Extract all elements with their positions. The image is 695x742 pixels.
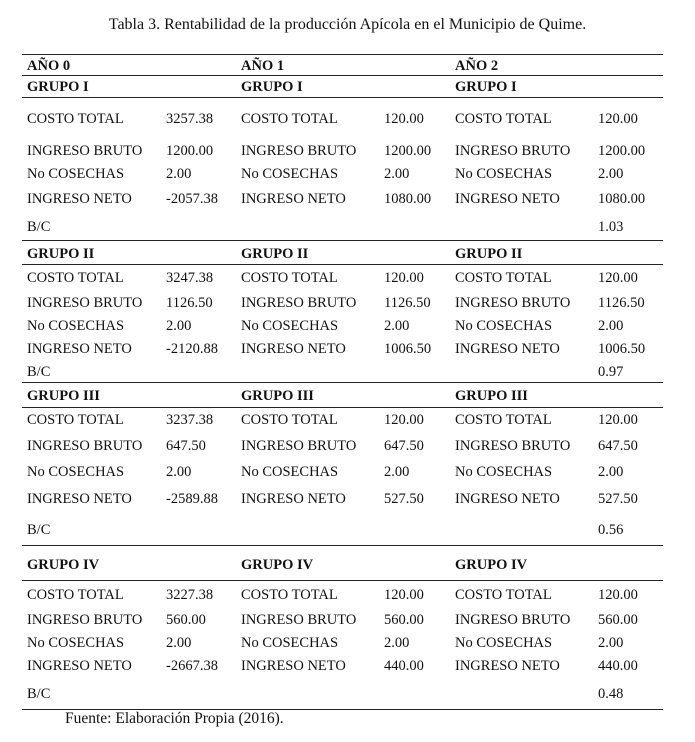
row-label-ingreso-bruto: INGRESO BRUTO bbox=[27, 295, 143, 311]
group-header: GRUPO IV bbox=[27, 557, 100, 573]
row-value-ingreso-neto: 1006.50 bbox=[384, 341, 432, 357]
row-value-ingreso-neto: -2589.88 bbox=[166, 491, 218, 507]
row-label-ingreso-bruto: INGRESO BRUTO bbox=[27, 143, 143, 159]
row-label-ingreso-bruto: INGRESO BRUTO bbox=[241, 438, 357, 454]
row-value-ingreso-bruto: 560.00 bbox=[384, 612, 424, 628]
row-label-ingreso-bruto: INGRESO BRUTO bbox=[27, 612, 143, 628]
row-value-ingreso-bruto: 647.50 bbox=[166, 438, 206, 454]
group-header: GRUPO IV bbox=[455, 557, 528, 573]
group-header: GRUPO II bbox=[27, 246, 95, 262]
row-label-costo-total: COSTO TOTAL bbox=[241, 111, 338, 127]
row-value-costo-total: 120.00 bbox=[384, 587, 424, 603]
row-value-cosechas: 2.00 bbox=[384, 318, 410, 334]
group-rule bbox=[22, 97, 663, 98]
group-rule bbox=[22, 264, 663, 265]
row-label-ingreso-bruto: INGRESO BRUTO bbox=[241, 295, 357, 311]
row-label-ingreso-bruto: INGRESO BRUTO bbox=[241, 612, 357, 628]
row-value-costo-total: 120.00 bbox=[598, 111, 638, 127]
bc-value: 1.03 bbox=[598, 219, 624, 235]
row-value-cosechas: 2.00 bbox=[166, 464, 192, 480]
group-rule bbox=[22, 580, 663, 581]
row-value-costo-total: 120.00 bbox=[384, 270, 424, 286]
row-value-ingreso-neto: 1080.00 bbox=[598, 191, 646, 207]
row-value-ingreso-bruto: 647.50 bbox=[384, 438, 424, 454]
group-header: GRUPO I bbox=[241, 79, 303, 95]
row-value-cosechas: 2.00 bbox=[166, 318, 192, 334]
row-value-cosechas: 2.00 bbox=[384, 464, 410, 480]
row-label-ingreso-bruto: INGRESO BRUTO bbox=[241, 143, 357, 159]
row-value-cosechas: 2.00 bbox=[598, 635, 624, 651]
bc-value: 0.56 bbox=[598, 522, 624, 538]
row-label-ingreso-neto: INGRESO NETO bbox=[241, 191, 346, 207]
bc-label: B/C bbox=[27, 364, 51, 380]
table-source: Fuente: Elaboración Propia (2016). bbox=[65, 710, 284, 727]
row-label-ingreso-bruto: INGRESO BRUTO bbox=[455, 295, 571, 311]
row-label-costo-total: COSTO TOTAL bbox=[27, 587, 124, 603]
row-value-costo-total: 120.00 bbox=[598, 587, 638, 603]
row-label-costo-total: COSTO TOTAL bbox=[455, 111, 552, 127]
row-label-costo-total: COSTO TOTAL bbox=[241, 587, 338, 603]
row-value-ingreso-bruto: 560.00 bbox=[598, 612, 638, 628]
row-label-ingreso-bruto: INGRESO BRUTO bbox=[455, 438, 571, 454]
row-label-cosechas: No COSECHAS bbox=[455, 635, 553, 651]
row-value-cosechas: 2.00 bbox=[598, 464, 624, 480]
row-label-cosechas: No COSECHAS bbox=[241, 166, 339, 182]
group-rule bbox=[22, 407, 663, 408]
table-caption: Tabla 3. Rentabilidad de la producción Apícola en el Municipio de Quime. bbox=[108, 16, 587, 33]
row-label-ingreso-bruto: INGRESO BRUTO bbox=[27, 438, 143, 454]
row-value-costo-total: 120.00 bbox=[598, 270, 638, 286]
row-value-ingreso-neto: 1006.50 bbox=[598, 341, 646, 357]
row-label-costo-total: COSTO TOTAL bbox=[241, 412, 338, 428]
row-label-ingreso-bruto: INGRESO BRUTO bbox=[455, 612, 571, 628]
row-value-ingreso-neto: 527.50 bbox=[384, 491, 424, 507]
row-label-ingreso-neto: INGRESO NETO bbox=[241, 491, 346, 507]
row-value-costo-total: 120.00 bbox=[598, 412, 638, 428]
row-label-costo-total: COSTO TOTAL bbox=[27, 270, 124, 286]
table-top-rule bbox=[22, 54, 663, 55]
row-label-cosechas: No COSECHAS bbox=[241, 318, 339, 334]
row-label-ingreso-neto: INGRESO NETO bbox=[27, 491, 132, 507]
row-label-cosechas: No COSECHAS bbox=[241, 635, 339, 651]
row-value-cosechas: 2.00 bbox=[598, 318, 624, 334]
row-value-ingreso-bruto: 1126.50 bbox=[598, 295, 645, 311]
row-label-ingreso-neto: INGRESO NETO bbox=[455, 191, 560, 207]
row-label-ingreso-neto: INGRESO NETO bbox=[241, 341, 346, 357]
row-value-costo-total: 120.00 bbox=[384, 111, 424, 127]
row-label-costo-total: COSTO TOTAL bbox=[27, 111, 124, 127]
row-value-costo-total: 3237.38 bbox=[166, 412, 214, 428]
row-label-costo-total: COSTO TOTAL bbox=[455, 270, 552, 286]
group-header: GRUPO I bbox=[455, 79, 517, 95]
row-label-ingreso-bruto: INGRESO BRUTO bbox=[455, 143, 571, 159]
row-value-costo-total: 3247.38 bbox=[166, 270, 214, 286]
row-label-costo-total: COSTO TOTAL bbox=[27, 412, 124, 428]
row-value-ingreso-neto: 440.00 bbox=[384, 658, 424, 674]
row-label-cosechas: No COSECHAS bbox=[27, 464, 125, 480]
year-header: AÑO 0 bbox=[27, 58, 71, 74]
group-header: GRUPO I bbox=[27, 79, 89, 95]
row-label-costo-total: COSTO TOTAL bbox=[455, 587, 552, 603]
row-value-cosechas: 2.00 bbox=[598, 166, 624, 182]
row-label-cosechas: No COSECHAS bbox=[455, 318, 553, 334]
row-label-ingreso-neto: INGRESO NETO bbox=[241, 658, 346, 674]
row-label-cosechas: No COSECHAS bbox=[241, 464, 339, 480]
group-end-rule bbox=[22, 545, 663, 546]
bc-value: 0.48 bbox=[598, 686, 624, 702]
row-label-ingreso-neto: INGRESO NETO bbox=[27, 341, 132, 357]
row-value-cosechas: 2.00 bbox=[384, 635, 410, 651]
row-value-costo-total: 3227.38 bbox=[166, 587, 214, 603]
group-end-rule bbox=[22, 240, 663, 241]
group-header: GRUPO II bbox=[241, 246, 309, 262]
group-header: GRUPO II bbox=[455, 246, 523, 262]
bc-value: 0.97 bbox=[598, 364, 624, 380]
row-value-ingreso-neto: -2120.88 bbox=[166, 341, 218, 357]
group-header: GRUPO IV bbox=[241, 557, 314, 573]
row-value-ingreso-neto: -2667.38 bbox=[166, 658, 218, 674]
bc-label: B/C bbox=[27, 686, 51, 702]
row-label-ingreso-neto: INGRESO NETO bbox=[455, 341, 560, 357]
row-value-costo-total: 120.00 bbox=[384, 412, 424, 428]
row-label-ingreso-neto: INGRESO NETO bbox=[455, 658, 560, 674]
year-header: AÑO 2 bbox=[455, 58, 499, 74]
row-value-cosechas: 2.00 bbox=[166, 166, 192, 182]
row-value-ingreso-neto: 1080.00 bbox=[384, 191, 432, 207]
row-value-ingreso-bruto: 1200.00 bbox=[598, 143, 646, 159]
row-value-ingreso-bruto: 1126.50 bbox=[384, 295, 431, 311]
row-label-cosechas: No COSECHAS bbox=[455, 166, 553, 182]
year-header: AÑO 1 bbox=[241, 58, 285, 74]
group-header: GRUPO III bbox=[455, 388, 528, 404]
group-header: GRUPO III bbox=[27, 388, 100, 404]
bc-label: B/C bbox=[27, 219, 51, 235]
row-label-ingreso-neto: INGRESO NETO bbox=[27, 658, 132, 674]
row-value-costo-total: 3257.38 bbox=[166, 111, 214, 127]
row-label-cosechas: No COSECHAS bbox=[27, 318, 125, 334]
row-label-cosechas: No COSECHAS bbox=[455, 464, 553, 480]
row-label-cosechas: No COSECHAS bbox=[27, 166, 125, 182]
row-value-cosechas: 2.00 bbox=[384, 166, 410, 182]
row-value-ingreso-bruto: 1200.00 bbox=[166, 143, 214, 159]
row-label-costo-total: COSTO TOTAL bbox=[455, 412, 552, 428]
row-value-ingreso-neto: 527.50 bbox=[598, 491, 638, 507]
row-value-ingreso-neto: -2057.38 bbox=[166, 191, 218, 207]
row-value-ingreso-bruto: 1200.00 bbox=[384, 143, 432, 159]
row-value-ingreso-bruto: 647.50 bbox=[598, 438, 638, 454]
row-value-ingreso-neto: 440.00 bbox=[598, 658, 638, 674]
row-value-ingreso-bruto: 560.00 bbox=[166, 612, 206, 628]
row-label-cosechas: No COSECHAS bbox=[27, 635, 125, 651]
row-label-costo-total: COSTO TOTAL bbox=[241, 270, 338, 286]
group-end-rule bbox=[22, 382, 663, 383]
bc-label: B/C bbox=[27, 522, 51, 538]
group-header: GRUPO III bbox=[241, 388, 314, 404]
row-label-ingreso-neto: INGRESO NETO bbox=[27, 191, 132, 207]
header-rule bbox=[22, 75, 663, 76]
row-value-ingreso-bruto: 1126.50 bbox=[166, 295, 213, 311]
row-label-ingreso-neto: INGRESO NETO bbox=[455, 491, 560, 507]
row-value-cosechas: 2.00 bbox=[166, 635, 192, 651]
